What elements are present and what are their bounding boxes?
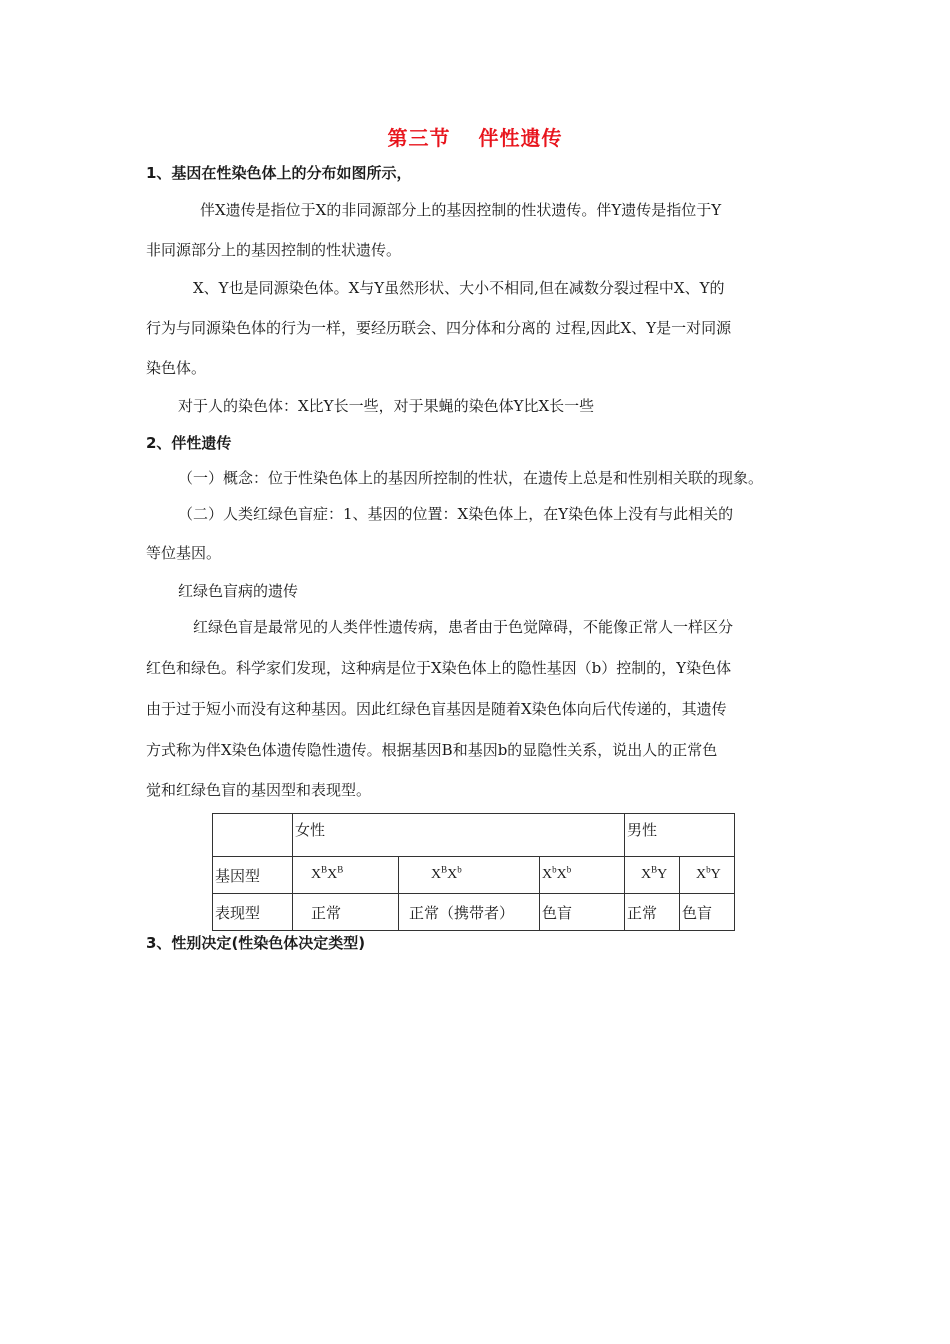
- paragraph-line: 行为与同源染色体的行为一样，要经历联会、四分体和分离的 过程,因此X、Y是一对同源: [146, 319, 732, 337]
- phenotype-cell: 色盲: [540, 894, 625, 931]
- table-row: [213, 814, 735, 857]
- paragraph-line: 染色体。: [146, 359, 207, 377]
- genotype-cell: $X^BX^b$: [399, 857, 540, 894]
- table-cell-empty: [213, 814, 293, 857]
- section-3-heading: 3、性别决定(性染色体决定类型): [146, 934, 366, 952]
- genotype-cell: $X^bX^b$: [540, 857, 625, 894]
- phenotype-cell: 正常: [293, 894, 399, 931]
- title-part-1: 第三节: [387, 126, 451, 150]
- phenotype-cell: 正常（携带者）: [399, 894, 540, 931]
- header-male: 男性: [625, 814, 735, 857]
- genotype-cell: $X^BX^B$: [293, 857, 399, 894]
- phenotype-cell: 色盲: [680, 894, 735, 931]
- row-label-phenotype: 表现型: [213, 894, 293, 931]
- paragraph-line: 红色和绿色。科学家们发现，这种病是位于X染色体上的隐性基因（b）控制的，Y染色体: [146, 659, 732, 677]
- paragraph-line: 等位基因。: [146, 544, 222, 562]
- page-title: [0, 122, 950, 151]
- section-2-heading: 2、伴性遗传: [146, 434, 232, 452]
- header-female: 女性: [293, 814, 625, 857]
- paragraph-line: （二）人类红绿色盲症：1、基因的位置：X染色体上，在Y染色体上没有与此相关的: [178, 505, 734, 523]
- paragraph-line: 方式称为伴X染色体遗传隐性遗传。根据基因B和基因b的显隐性关系，说出人的正常色: [146, 741, 718, 759]
- title-part-2: 伴性遗传: [478, 126, 563, 150]
- genotype-cell: $X^BY$: [625, 857, 680, 894]
- paragraph-line: 觉和红绿色盲的基因型和表现型。: [146, 781, 372, 799]
- genotype-table: [212, 813, 735, 931]
- row-label-genotype: 基因型: [213, 857, 293, 894]
- subheading: 红绿色盲病的遗传: [178, 582, 299, 600]
- concept-line: （一）概念：位于性染色体上的基因所控制的性状，在遗传上总是和性别相关联的现象。: [178, 469, 764, 487]
- phenotype-cell: 正常: [625, 894, 680, 931]
- paragraph-line: X、Y也是同源染色体。X与Y虽然形状、大小不相同,但在减数分裂过程中X、Y的: [193, 279, 725, 297]
- paragraph-line: 由于过于短小而没有这种基因。因此红绿色盲基因是随着X染色体向后代传递的，其遗传: [146, 700, 727, 718]
- paragraph-line: 红绿色盲是最常见的人类伴性遗传病，患者由于色觉障碍，不能像正常人一样区分: [193, 618, 734, 636]
- paragraph-line: 非同源部分上的基因控制的性状遗传。: [146, 241, 402, 259]
- section-1-heading: 1、基因在性染色体上的分布如图所示，: [146, 164, 412, 182]
- table-row: [213, 894, 735, 931]
- paragraph-line: 对于人的染色体：X比Y长一些，对于果蝇的染色体Y比X长一些: [178, 397, 595, 415]
- genotype-cell: $X^bY$: [680, 857, 735, 894]
- paragraph-line: 伴X遗传是指位于X的非同源部分上的基因控制的性状遗传。伴Y遗传是指位于Y: [200, 201, 722, 219]
- table-row: [213, 857, 735, 894]
